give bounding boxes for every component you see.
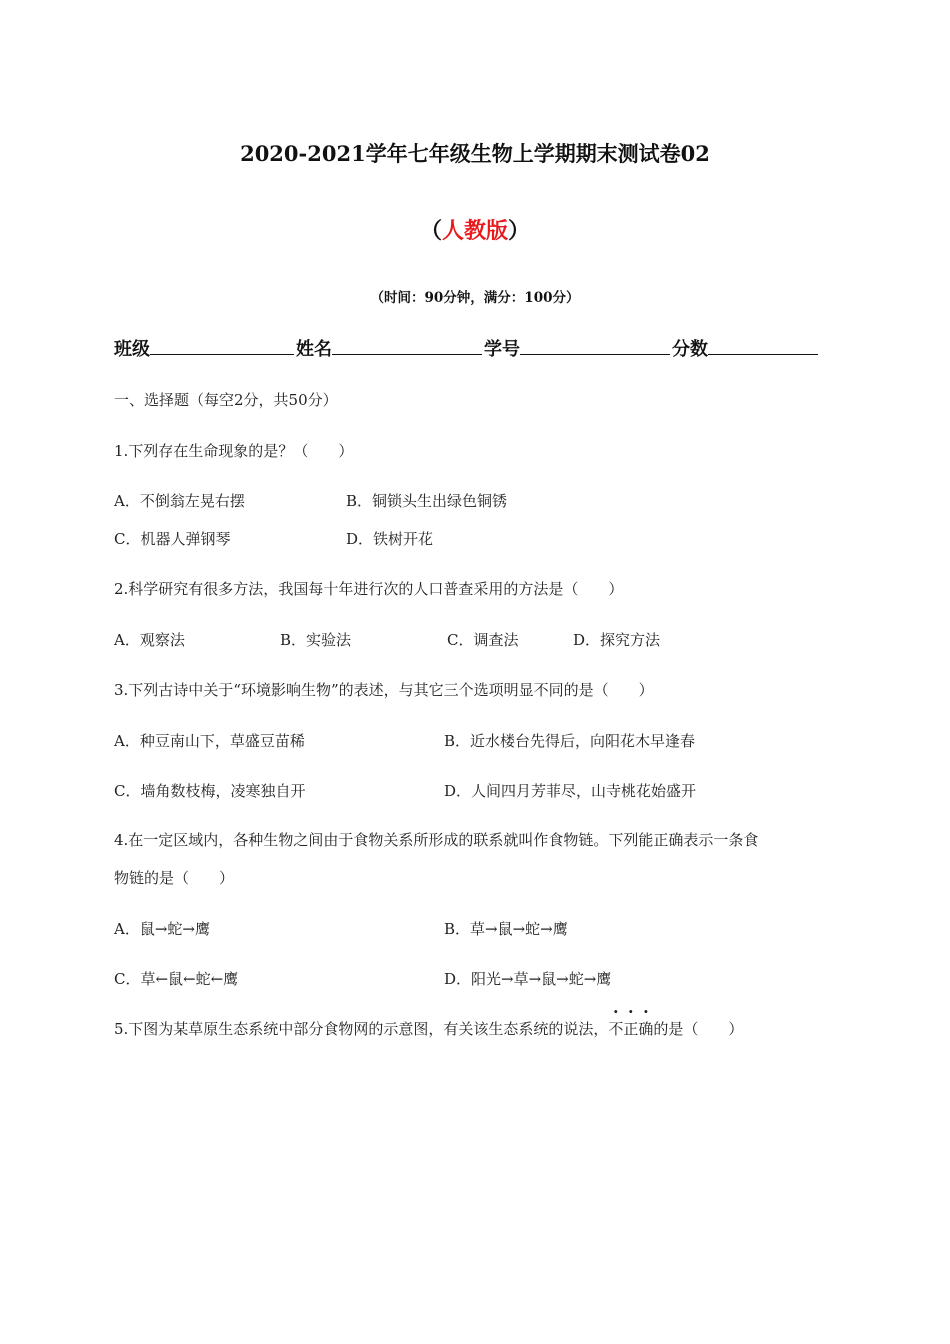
q4-option-a: A．鼠→蛇→鹰 (114, 920, 210, 938)
section-heading: 一、选择题（每空2分，共50分） (114, 391, 338, 409)
q1-option-a: A．不倒翁左晃右摆 (114, 492, 245, 510)
q2-option-b: B．实验法 (280, 631, 352, 649)
exam-time-info: （时间：90分钟，满分：100分） (370, 290, 580, 306)
score-blank[interactable] (708, 336, 818, 355)
question-1-stem: 1.下列存在生命现象的是？（ ） (114, 442, 354, 460)
student-info-row (114, 335, 820, 361)
name-label: 姓名 (296, 339, 332, 360)
question-4-stem-line2: 物链的是（ ） (114, 869, 235, 887)
name-blank[interactable] (332, 336, 482, 355)
q3-option-c: C．墙角数枝梅，凌寒独自开 (114, 782, 306, 800)
q1-option-d: D．铁树开花 (346, 530, 434, 548)
question-3-stem: 3.下列古诗中关于“环境影响生物”的表述，与其它三个选项明显不同的是（ ） (114, 681, 654, 699)
q3-option-a: A．种豆南山下，草盛豆苗稀 (114, 732, 305, 750)
q5-emphasis-char: 确 (638, 1020, 654, 1038)
question-2-stem: 2.科学研究有很多方法，我国每十年进行次的人口普查采用的方法是（ ） (114, 580, 624, 598)
class-blank[interactable] (150, 336, 294, 355)
q5-emphasis-char: 不 (608, 1020, 624, 1038)
q3-option-d: D．人间四月芳菲尽，山寺桃花始盛开 (444, 782, 697, 800)
edition-open-paren: （ (419, 218, 442, 244)
q1-option-c: C．机器人弹钢琴 (114, 530, 231, 548)
q3-option-b: B．近水楼台先得后，向阳花木早逢春 (444, 732, 696, 750)
q5-stem-before: 5.下图为某草原生态系统中部分食物网的示意图，有关该生态系统的说法， (114, 1020, 609, 1038)
edition-label: 人教版 (441, 218, 508, 244)
q4-option-c: C．草←鼠←蛇←鹰 (114, 970, 239, 988)
q1-option-b: B．铜锁头生出绿色铜锈 (346, 492, 508, 510)
student-id-label: 学号 (484, 339, 520, 360)
question-4-stem-line1: 4.在一定区域内，各种生物之间由于食物关系所形成的联系就叫作食物链。下列能正确表示一条食 (114, 831, 759, 849)
score-label: 分数 (672, 339, 708, 360)
question-5-stem (114, 1018, 743, 1039)
class-label: 班级 (114, 339, 150, 360)
q2-option-a: A．观察法 (114, 631, 185, 649)
student-id-blank[interactable] (520, 336, 670, 355)
q5-stem-after: 的是（ ） (653, 1020, 744, 1038)
q4-option-d: D．阳光→草→鼠→蛇→鹰 (444, 970, 612, 988)
edition-line (0, 214, 950, 245)
q2-option-c: C．调查法 (447, 631, 519, 649)
q5-emphasis-char: 正 (623, 1020, 639, 1038)
page-title: 2020-2021学年七年级生物上学期期末测试卷02 (240, 141, 710, 166)
q2-option-d: D．探究方法 (573, 631, 661, 649)
q4-option-b: B．草→鼠→蛇→鹰 (444, 920, 568, 938)
edition-close-paren: ） (508, 218, 531, 244)
